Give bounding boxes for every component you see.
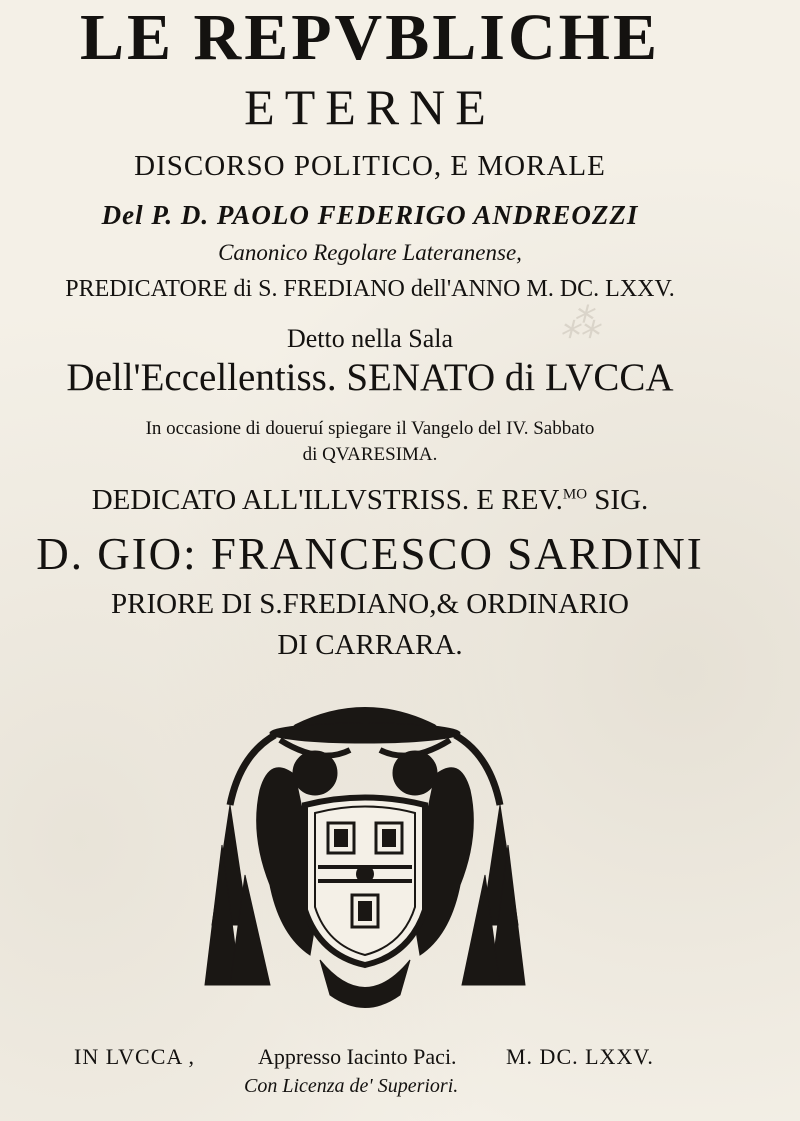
subtitle: DISCORSO POLITICO, E MORALE [134,150,606,182]
dedicatee-name: D. GIO: FRANCESCO SARDINI [36,529,704,579]
senato-line: Dell'Eccellentiss. SENATO di LVCCA [66,356,674,399]
dedication-text: DEDICATO ALL'ILLVSTRISS. E REV. [91,484,563,516]
priore-line: PRIORE DI S.FREDIANO,& ORDINARIO [111,588,629,620]
imprint-city: IN LVCCA , [74,1044,196,1069]
dedication-end: SIG. [587,484,649,516]
author-line: Del P. D. PAOLO FEDERIGO ANDREOZZI [101,200,639,230]
show-through-text: ⁂ [560,301,600,346]
carrara-line: DI CARRARA. [277,629,463,661]
license-line: Con Licenza de' Superiori. [244,1075,459,1097]
occasion-line-2: di QVARESIMA. [302,444,438,465]
canon-line: Canonico Regolare Lateranense, [218,240,522,265]
coat-of-arms-woodcut [200,695,530,1025]
dedication-line [0,484,740,517]
book-title-line1: LE REPVBLICHE [80,1,660,74]
book-title-line2: ETERNE [244,79,496,135]
imprint-year: M. DC. LXXV. [506,1044,654,1069]
detto-line: Detto nella Sala [286,324,454,353]
imprint-printer: Appresso Iacinto Paci. [258,1044,457,1069]
dedication-superscript: MO [562,486,588,503]
preacher-line: PREDICATORE di S. FREDIANO dell'ANNO M. DC. LXXV. [65,276,675,302]
occasion-line-1: In occasione di doueruí spiegare il Vangelo del IV. Sabbato [145,418,595,439]
